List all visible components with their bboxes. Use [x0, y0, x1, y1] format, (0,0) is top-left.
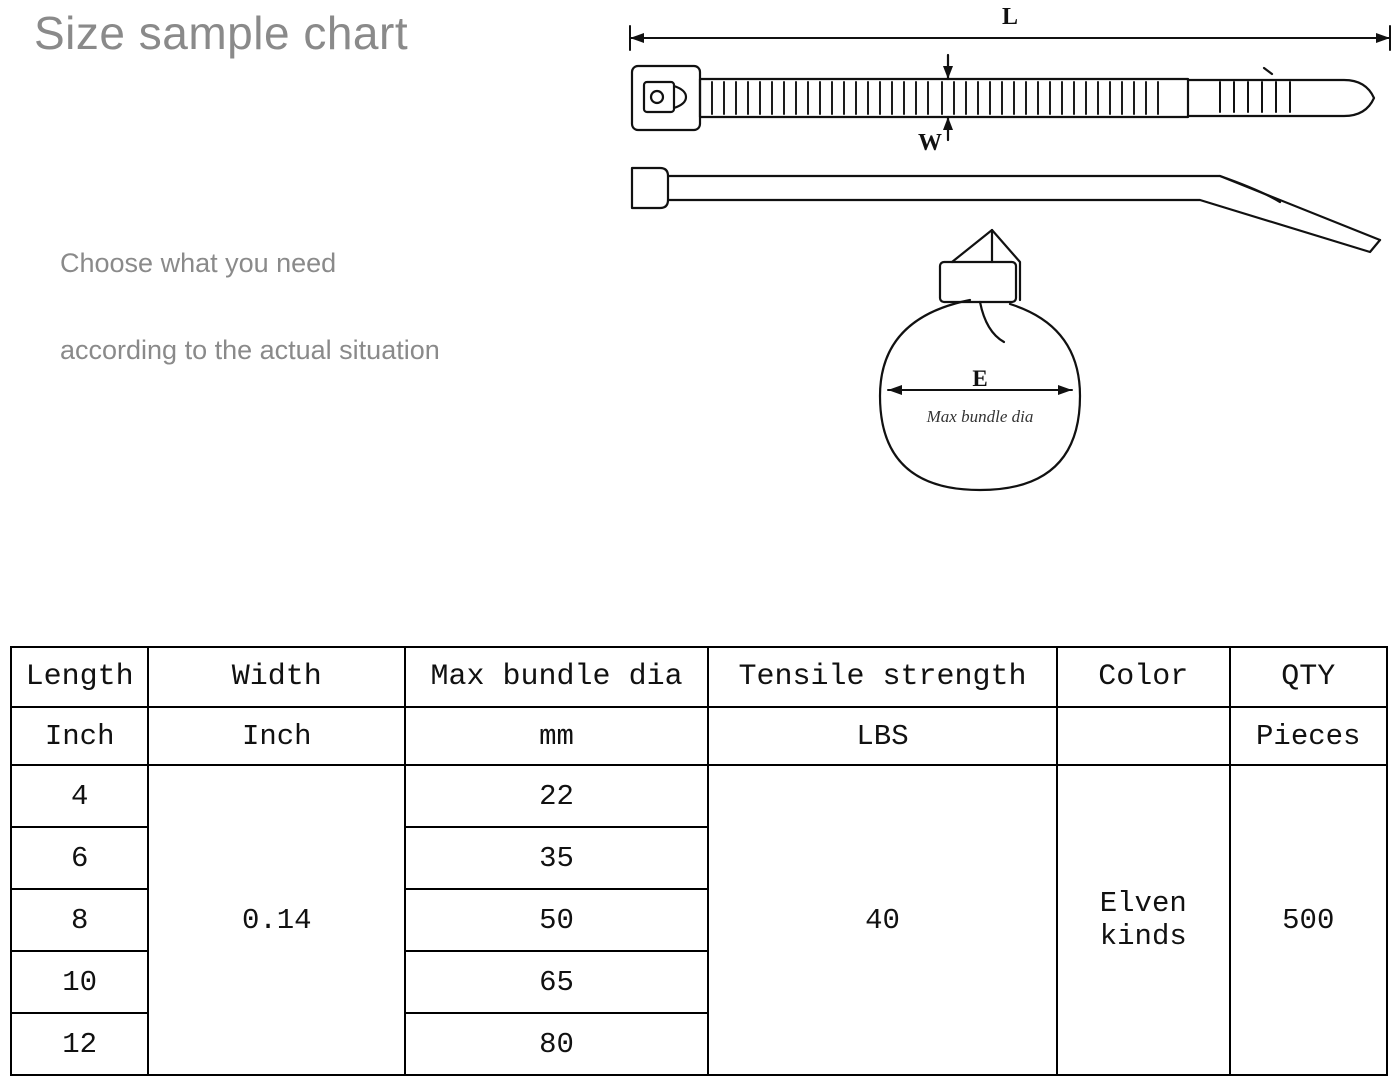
- cell-qty-merged: 500: [1230, 765, 1388, 1075]
- cell-dia: 65: [405, 951, 708, 1013]
- label-length: L: [1001, 4, 1019, 30]
- cell-width-merged: 0.14: [148, 765, 405, 1075]
- cable-tie-illustration: [600, 0, 1399, 530]
- intro-line-1: Choose what you need: [60, 248, 337, 278]
- header-qty: QTY: [1230, 647, 1388, 707]
- cell-dia: 50: [405, 889, 708, 951]
- cell-length: 8: [11, 889, 148, 951]
- cell-length: 6: [11, 827, 148, 889]
- header-length: Length: [11, 647, 148, 707]
- table-header-row: [11, 647, 1387, 707]
- cable-tie-svg: [600, 0, 1399, 530]
- cell-length: 12: [11, 1013, 148, 1075]
- page-title: Size sample chart: [34, 7, 409, 59]
- unit-tensile: LBS: [708, 707, 1057, 765]
- header-tensile-strength: Tensile strength: [708, 647, 1057, 707]
- unit-dia: mm: [405, 707, 708, 765]
- spec-table: [10, 646, 1388, 1076]
- cell-dia: 22: [405, 765, 708, 827]
- intro-line-2: according to the actual situation: [60, 335, 440, 365]
- header-width: Width: [148, 647, 405, 707]
- cell-dia: 35: [405, 827, 708, 889]
- unit-length: Inch: [11, 707, 148, 765]
- header-max-bundle-dia: Max bundle dia: [405, 647, 708, 707]
- table-row: [11, 765, 1387, 827]
- unit-width: Inch: [148, 707, 405, 765]
- label-bundle: E: [972, 366, 988, 391]
- label-bundle-caption: Max bundle dia: [926, 407, 1034, 426]
- unit-color: [1057, 707, 1230, 765]
- cell-length: 4: [11, 765, 148, 827]
- table-unit-row: [11, 707, 1387, 765]
- cell-length: 10: [11, 951, 148, 1013]
- label-width: W: [918, 130, 942, 156]
- cell-color-merged: Elven kinds: [1057, 765, 1230, 1075]
- cell-dia: 80: [405, 1013, 708, 1075]
- cell-tensile-merged: 40: [708, 765, 1057, 1075]
- header-color: Color: [1057, 647, 1230, 707]
- unit-qty: Pieces: [1230, 707, 1388, 765]
